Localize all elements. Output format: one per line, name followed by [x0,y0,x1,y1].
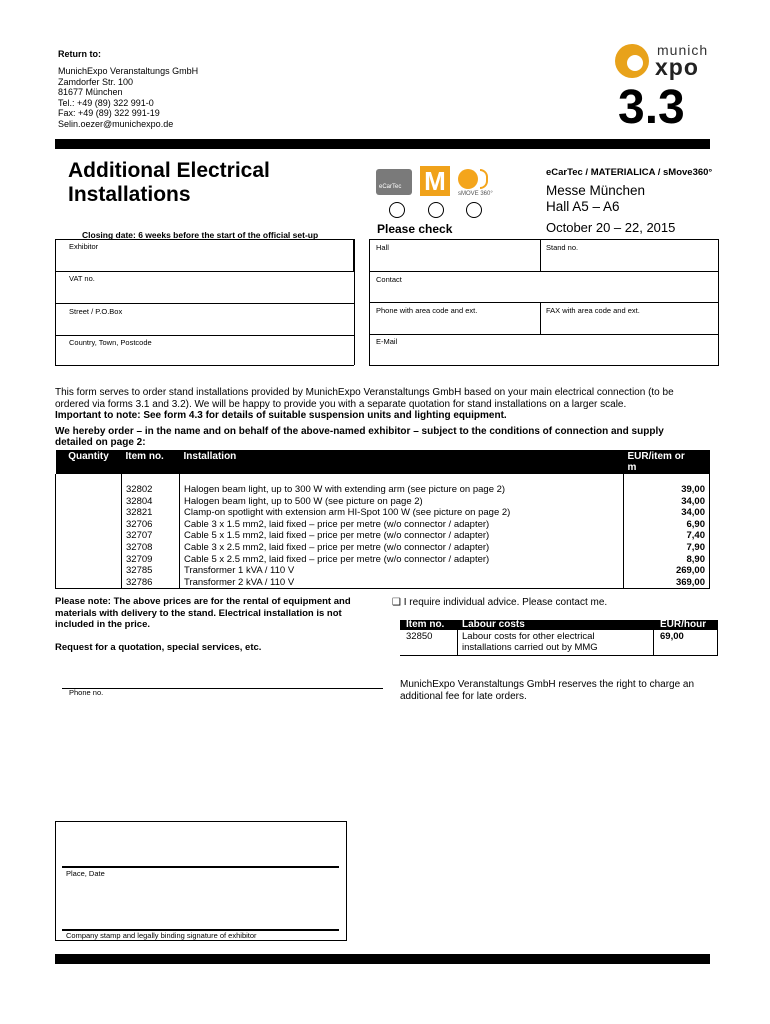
installation-cell: Halogen beam light, up to 500 W (see picture on page 2) [180,496,624,508]
late-fee-line: MunichExpo Veranstaltungs GmbH reserves the right to charge an [400,679,695,690]
intro-text [55,387,715,449]
quantity-header: Quantity [56,450,122,474]
smove-logo-icon [458,169,478,189]
field-divider [369,334,719,335]
labour-item-header: Item no. [406,619,445,630]
item-no-cell: 32708 [122,542,180,554]
hall-label: Hall [376,243,389,252]
table-row [56,530,710,542]
ecartec-logo [376,169,412,195]
exhibitor-label: Exhibitor [69,242,99,251]
installation-cell: Cable 5 x 2.5 mm2, laid fixed – price per metre (w/o connector / adapter) [180,554,624,566]
price-header-line: EUR/item or [627,451,685,462]
price-cell: 269,00 [624,565,710,577]
address-line: Tel.: +49 (89) 322 991-0 [58,97,154,108]
important-note: Important to note: See form 4.3 for details of suitable suspension units and lighting equipment. [55,410,507,421]
labour-divider [653,620,654,656]
form-number: 3.3 [618,81,685,134]
signature-box[interactable] [55,821,347,941]
advice-checkbox[interactable]: ❑ [392,597,401,608]
note-line: Please note: The above prices are for the rental of equipment and [55,596,351,607]
quantity-cell[interactable] [56,577,122,589]
price-cell: 34,00 [624,496,710,508]
labour-price: 69,00 [660,631,684,642]
note-line: materials with delivery to the stand. Electrical installation is not [55,607,342,619]
page-title [68,159,270,207]
installation-cell: Cable 3 x 2.5 mm2, laid fixed – price per metre (w/o connector / adapter) [180,542,624,554]
top-bar-divider [55,139,710,149]
quantity-cell[interactable] [56,554,122,566]
items-table [55,450,710,589]
field-divider-vertical [55,303,56,365]
request-label: Request for a quotation, special services, etc. [55,642,262,653]
field-divider [55,335,354,336]
venue-line: Hall A5 – A6 [546,199,620,214]
return-label: Return to: [58,49,101,59]
logo-bottom-text: xpo [655,54,699,80]
event-venue [546,183,645,215]
stand-no-label: Stand no. [546,243,579,252]
field-divider-vertical [354,239,355,365]
labour-price-header: EUR/hour [660,619,707,630]
labour-desc-header: Labour costs [462,619,525,630]
rental-note [55,596,380,631]
logo-ring-icon [627,55,643,71]
item-no-cell: 32804 [122,496,180,508]
field-divider-vertical [540,302,541,334]
item-no-cell: 32709 [122,554,180,566]
address-line: Zamdorfer Str. 100 [58,76,134,87]
price-cell: 369,00 [624,577,710,589]
address-line: Fax: +49 (89) 322 991-19 [58,108,160,118]
field-divider [55,365,354,366]
place-date-label: Place, Date [66,869,105,878]
installation-header: Installation [180,450,624,474]
labour-desc-line: Labour costs for other electrical [462,631,595,642]
order-line: detailed on page 2: [55,437,146,448]
venue-line: Messe München [546,183,646,198]
field-divider-vertical [540,239,541,271]
quantity-cell[interactable] [56,496,122,508]
item-no-cell: 32785 [122,565,180,577]
address-line: 81677 München [58,87,123,97]
labour-item-no: 32850 [406,631,433,642]
field-divider [369,302,719,303]
ecartec-logo-text: eCarTec [379,184,402,190]
bottom-bar-divider [55,954,710,964]
item-no-header: Item no. [122,450,180,474]
quantity-cell[interactable] [56,565,122,577]
labour-divider [400,655,718,656]
installation-cell: Transformer 1 kVA / 110 V [180,565,624,577]
labour-divider [457,620,458,656]
table-row [56,507,710,519]
phone-no-label: Phone no. [69,688,104,697]
price-cell: 8,90 [624,554,710,566]
advice-text: I require individual advice. Please contact me. [403,597,608,608]
price-cell: 34,00 [624,507,710,519]
advice-option[interactable] [392,597,607,608]
contact-label: Contact [376,275,402,284]
quantity-cell[interactable] [56,542,122,554]
price-cell: 6,90 [624,519,710,531]
item-no-cell: 32821 [122,507,180,519]
table-row [56,474,710,496]
labour-divider [717,620,718,656]
late-fee-note [400,679,694,702]
installation-cell: Cable 5 x 1.5 mm2, laid fixed – price per metre (w/o connector / adapter) [180,530,624,542]
quantity-cell[interactable] [56,519,122,531]
event-dates: October 20 – 22, 2015 [546,220,676,235]
labour-table [400,620,718,656]
munich-expo-logo [615,42,715,82]
installation-cell: Halogen beam light, up to 300 W with extending arm (see picture on page 2) [180,474,624,496]
installation-cell: Transformer 2 kVA / 110 V [180,577,624,589]
order-line: We hereby order – in the name and on behalf of the above-named exhibitor – subject to the conditions of connection and supply [55,425,664,437]
intro-line: This form serves to order stand installations provided by MunichExpo Veranstaltungs GmbH based on your main electrical connection (to be [55,387,674,398]
event-brands: eCarTec / MATERIALICA / sMove360° [546,167,713,178]
labour-desc-line: installations carried out by MMG [462,642,598,653]
smove-logo-text: sMOVE 360° [458,191,493,197]
vat-label: VAT no. [69,274,95,283]
intro-line: ordered via forms 3.1 and 3.2). We will be happy to provide you with a separate quotation for stand installations on a larger scale. [55,398,627,410]
return-address [58,66,198,129]
table-row [56,577,710,589]
table-row [56,542,710,554]
closing-date-text: Closing date: 6 weeks before the start of the official set-up [82,230,319,240]
installation-cell: Clamp-on spotlight with extension arm HI-Spot 100 W (see picture on page 2) [180,507,624,519]
table-row [56,496,710,508]
field-divider [55,303,354,304]
quantity-cell[interactable] [56,530,122,542]
item-no-cell: 32802 [122,474,180,496]
country-label: Country, Town, Postcode [69,338,152,347]
place-date-line [62,866,339,868]
please-check-label: Please check [377,222,453,236]
field-divider [369,271,719,272]
item-no-cell: 32707 [122,530,180,542]
installation-cell: Cable 3 x 1.5 mm2, laid fixed – price per metre (w/o connector / adapter) [180,519,624,531]
check-circle-ecartec[interactable] [389,202,405,223]
address-line: MunichExpo Veranstaltungs GmbH [58,66,199,76]
item-no-cell: 32786 [122,577,180,589]
price-cell: 7,90 [624,542,710,554]
field-divider-vertical [55,272,56,303]
table-row [56,554,710,566]
quantity-cell[interactable] [56,474,122,496]
address-line: Selin.oezer@munichexpo.de [58,118,174,129]
request-line[interactable] [62,688,383,689]
logo-top-text: munich [657,42,709,58]
title-line: Additional Electrical [68,159,270,182]
title-line: Installations [68,183,191,206]
check-circle-materialica[interactable] [428,202,444,223]
table-row [56,519,710,531]
stamp-label: Company stamp and legally binding signature of exhibitor [66,931,257,940]
note-line: included in the price. [55,619,151,630]
price-header [624,450,710,474]
signal-icon [480,169,488,189]
fax-label: FAX with area code and ext. [546,306,640,315]
quantity-cell[interactable] [56,507,122,519]
price-cell: 7,40 [624,530,710,542]
price-header-line: m [627,462,637,473]
exhibitor-field[interactable] [55,239,354,272]
email-label: E-Mail [376,337,398,346]
price-cell: 39,00 [624,474,710,496]
labour-desc [462,631,598,653]
item-no-cell: 32706 [122,519,180,531]
materialica-logo: M [420,166,450,196]
check-circle-smove[interactable] [466,202,482,223]
phone-label: Phone with area code and ext. [376,306,478,315]
late-fee-line: additional fee for late orders. [400,690,527,702]
table-row [56,565,710,577]
street-label: Street / P.O.Box [69,307,123,316]
